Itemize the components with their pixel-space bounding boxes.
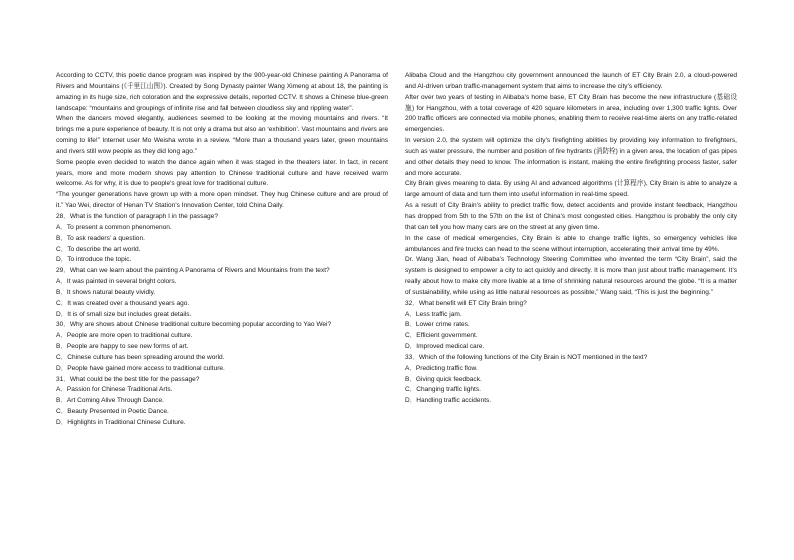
passage-paragraph: Dr. Wang Jian, head of Alibaba’s Technology Steering Committee who invented the term “City Brain”, said the system is designed to empower a city to act quickly and directly. It is more than just about traffic management. It’s really about how to make city more livable at a time of shrinking natural resources around the globe. “It is a matter of sustainability, while using as little natural resources as possible,” Wang said, “This is just the beginning.”	[405, 256, 737, 296]
passage-paragraph: When the dancers moved elegantly, audiences seemed to be looking at the moving mountains and rivers. “It brings me a pure experience of beauty. It is not only a drama but also an ‘exhibition’. Vast mountains and rivers are coming to life!” Internet user Mo Weisha wrote in a review. “More than a thousand years later, green mountains and rivers still wow people as they did long ago.”	[56, 115, 389, 155]
option-28-b: B．To ask readers’ a question.	[56, 234, 145, 242]
passage-paragraph: City Brain gives meaning to data. By using AI and advanced algorithms (计算程序), City Brain is able to analyze a large amount of data and turn them into useful information in real-time speed.	[405, 180, 737, 199]
option-32-c: C．Efficient government.	[405, 332, 478, 340]
option-32-d: D．Improved medical care.	[405, 343, 485, 351]
passage-paragraph: After over two years of testing in Alibaba’s home base, ET City Brain has become the new infrastructure (基础设施) for Hangzhou, with a total coverage of 420 square kilometers in area, including over 1,300 traffic lights. Over 200 traffic officers are connected via mobile phones, enabling them to receive real-time alerts on any traffic-related emergencies.	[405, 93, 737, 134]
option-33-b: B．Giving quick feedback.	[405, 375, 482, 383]
passage-paragraph: Alibaba Cloud and the Hangzhou city government announced the launch of ET City Brain 2.0, a cloud-powered and AI-driven urban traffic-management system that aims to increase the city’s efficiency.	[405, 72, 737, 90]
option-33-a: A．Predicting traffic flow.	[405, 364, 478, 372]
option-33-d: D．Handling traffic accidents.	[405, 397, 492, 405]
option-28-c: C．To describe the art world.	[56, 245, 141, 253]
passage-paragraph: Some people even decided to watch the dance again when it was staged in the theaters later. In fact, in recent years, more and more modern shows pay attention to Chinese traditional culture and have received warm welcome. As for why, it is due to people's great love for traditional culture.	[56, 158, 388, 188]
question-33: 33．Which of the following functions of the City Brain is NOT mentioned in the text?	[405, 353, 648, 361]
right-column	[405, 71, 737, 407]
question-32: 32．What benefit will ET City Brain bring?	[405, 299, 527, 307]
option-31-c: C．Beauty Presented in Poetic Dance.	[56, 408, 169, 416]
option-28-d: D．To introduce the topic.	[56, 256, 132, 264]
option-32-b: B．Lower crime rates.	[405, 321, 470, 329]
option-31-d: D．Highlights in Traditional Chinese Culture.	[56, 419, 186, 426]
option-28-a: A．To present a common phenomenon.	[56, 223, 172, 231]
passage-paragraph: In the case of medical emergencies, City Brain is able to change traffic lights, so emergency vehicles like ambulances and fire trucks can head to the scene without interruption, accelerating their arrival time by 49%.	[405, 234, 737, 253]
option-30-c: C．Chinese culture has been spreading around the world.	[56, 353, 225, 361]
option-29-b: B．It shows natural beauty vividly.	[56, 288, 156, 296]
question-30: 30．Why are shows about Chinese traditional culture becoming popular according to Yao Wei?	[56, 321, 332, 329]
left-column	[56, 71, 388, 429]
option-33-c: C．Changing traffic lights.	[405, 386, 481, 394]
passage-paragraph: According to CCTV, this poetic dance program was inspired by the 900-year-old Chinese painting A Panorama of Rivers and Mountains (《千里江山图》). Created by Song Dynasty painter Wang Ximeng at about 18, the painting is amazing in its huge size, rich coloration and the expressive details, reported CCTV. It shows a Chinese blue-green landscape: “mountains and groupings of infinite rise and fall between cloudless sky and rippling water”.	[56, 72, 388, 112]
option-31-a: A．Passion for Chinese Traditional Arts.	[56, 386, 173, 394]
question-31: 31．What could be the best title for the passage?	[56, 375, 200, 383]
option-30-d: D．People have gained more access to traditional culture.	[56, 364, 225, 372]
passage-paragraph: “The younger generations have grown up with a more open mindset. They hug Chinese culture and are proud of it.” Yao Wei, director of Henan TV Station’s Innovation Center, told China Daily.	[56, 191, 388, 210]
option-30-b: B．People are happy to see new forms of art.	[56, 343, 189, 351]
option-29-a: A．It was painted in several bright colors.	[56, 278, 177, 286]
option-29-d: D．It is of small size but includes great details.	[56, 310, 192, 318]
option-31-b: B．Art Coming Alive Through Dance.	[56, 397, 164, 405]
passage-paragraph: As a result of City Brain’s ability to predict traffic flow, detect accidents and provide instant feedback, Hangzhou has dropped from 5th to the 57th on the list of China’s most congested cities. Hangzhou is probably the only city that can tell you how many cars are on the street at any given time.	[405, 202, 737, 231]
question-28: 28．What is the function of paragraph I in the passage?	[56, 212, 218, 220]
option-30-a: A．People are more open to traditional culture.	[56, 332, 193, 340]
option-29-c: C．It was created over a thousand years ago.	[56, 299, 190, 307]
question-29: 29．What can we learn about the painting A Panorama of Rivers and Mountains from the text?	[56, 267, 330, 275]
passage-paragraph: In version 2.0, the system will optimize the city’s firefighting abilities by providing key information to firefighters, such as water pressure, the number and position of fire hydrants (消防栓) in a given area, the location of gas pipes and other details they need to know. The information is instant, making the entire firefighting process faster, safer and more accurate.	[405, 137, 737, 177]
option-32-a: A．Less traffic jam.	[405, 310, 462, 318]
